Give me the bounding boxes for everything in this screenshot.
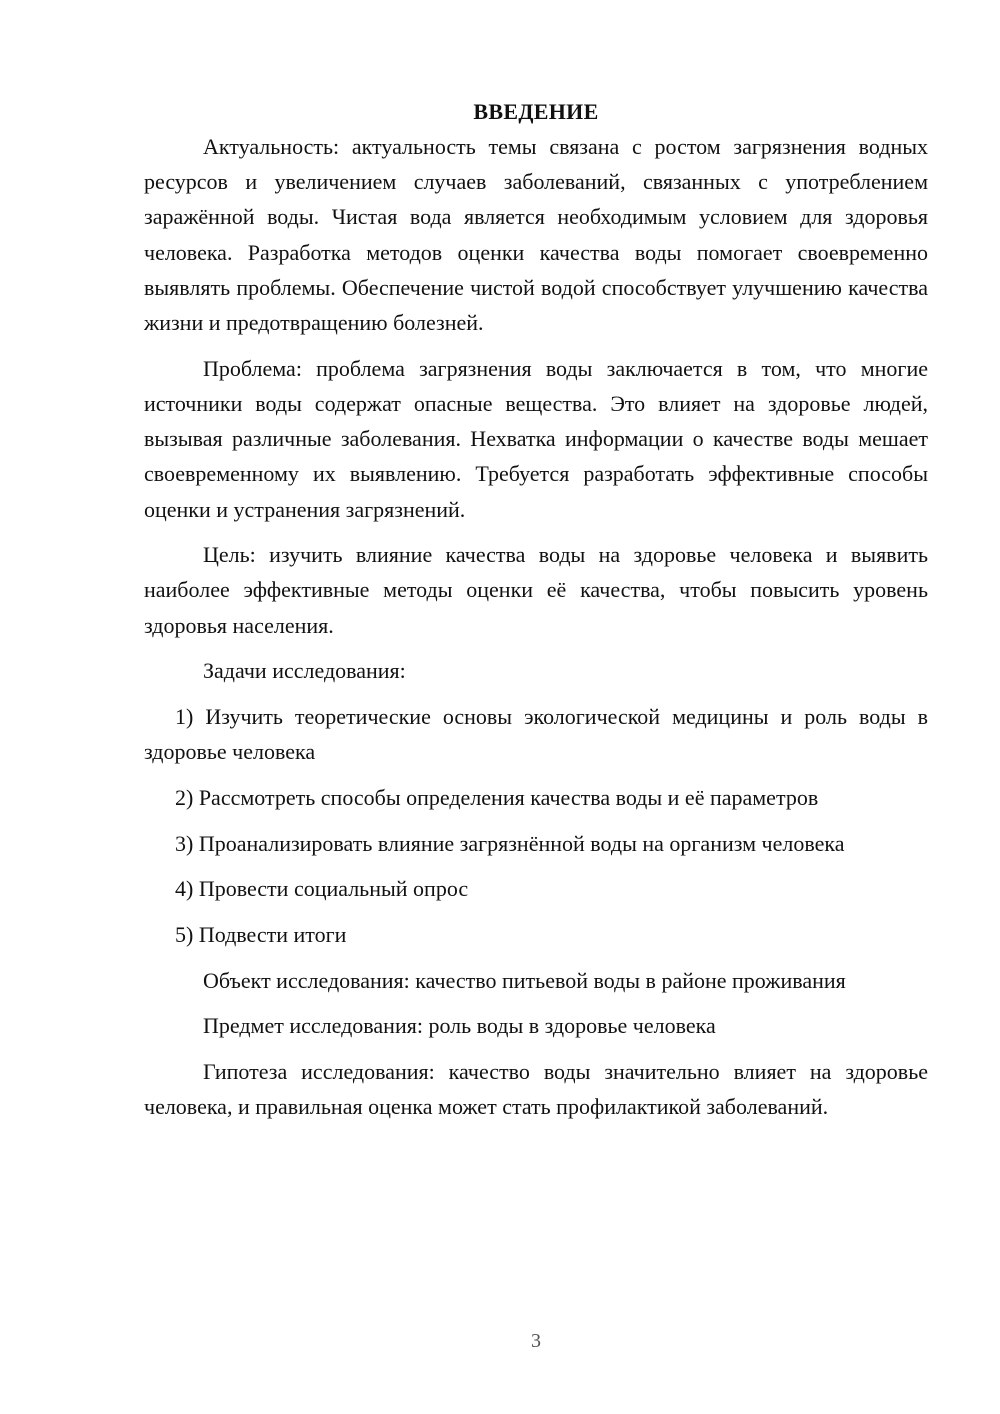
task-item-4: 4) Провести социальный опрос	[175, 876, 469, 902]
task-item-2: 2) Рассмотреть способы определения качества воды и её параметров	[175, 784, 819, 810]
paragraph-hypothesis: Гипотеза исследования: качество воды значительно влияет на здоровье человека, и правильная оценка может стать профилактикой заболеваний.	[144, 1059, 928, 1120]
tasks-heading: Задачи исследования:	[203, 658, 406, 684]
task-item-5: 5) Подвести итоги	[175, 922, 347, 948]
page-number: 3	[531, 1330, 541, 1352]
task-item-1: 1) Изучить теоретические основы экологической медицины и роль воды в здоровье человека	[144, 704, 928, 765]
paragraph-goal: Цель: изучить влияние качества воды на здоровье человека и выявить наиболее эффективные методы оценки её качества, чтобы повысить уровень здоровья населения.	[144, 542, 928, 638]
page-title: ВВЕДЕНИЕ	[473, 99, 599, 124]
paragraph-relevance: Актуальность: актуальность темы связана с ростом загрязнения водных ресурсов и увеличением случаев заболеваний, связанных с употреблением заражённой воды. Чистая вода является необходимым условием для здоровья человека. Разработка методов оценки качества воды помогает своевременно выявлять проблемы. Обеспечение чистой водой способствует улучшению качества жизни и предотвращению болезней.	[144, 134, 928, 336]
document-page	[144, 94, 928, 1135]
task-item-3: 3) Проанализировать влияние загрязнённой воды на организм человека	[175, 830, 845, 856]
paragraph-subject: Предмет исследования: роль воды в здоровье человека	[203, 1013, 716, 1039]
paragraph-object: Объект исследования: качество питьевой воды в районе проживания	[203, 967, 846, 993]
paragraph-problem: Проблема: проблема загрязнения воды заключается в том, что многие источники воды содержат опасные вещества. Это влияет на здоровье людей, вызывая различные заболевания. Нехватка информации о качестве воды мешает своевременному их выявлению. Требуется разработать эффективные способы оценки и устранения загрязнений.	[144, 355, 928, 522]
